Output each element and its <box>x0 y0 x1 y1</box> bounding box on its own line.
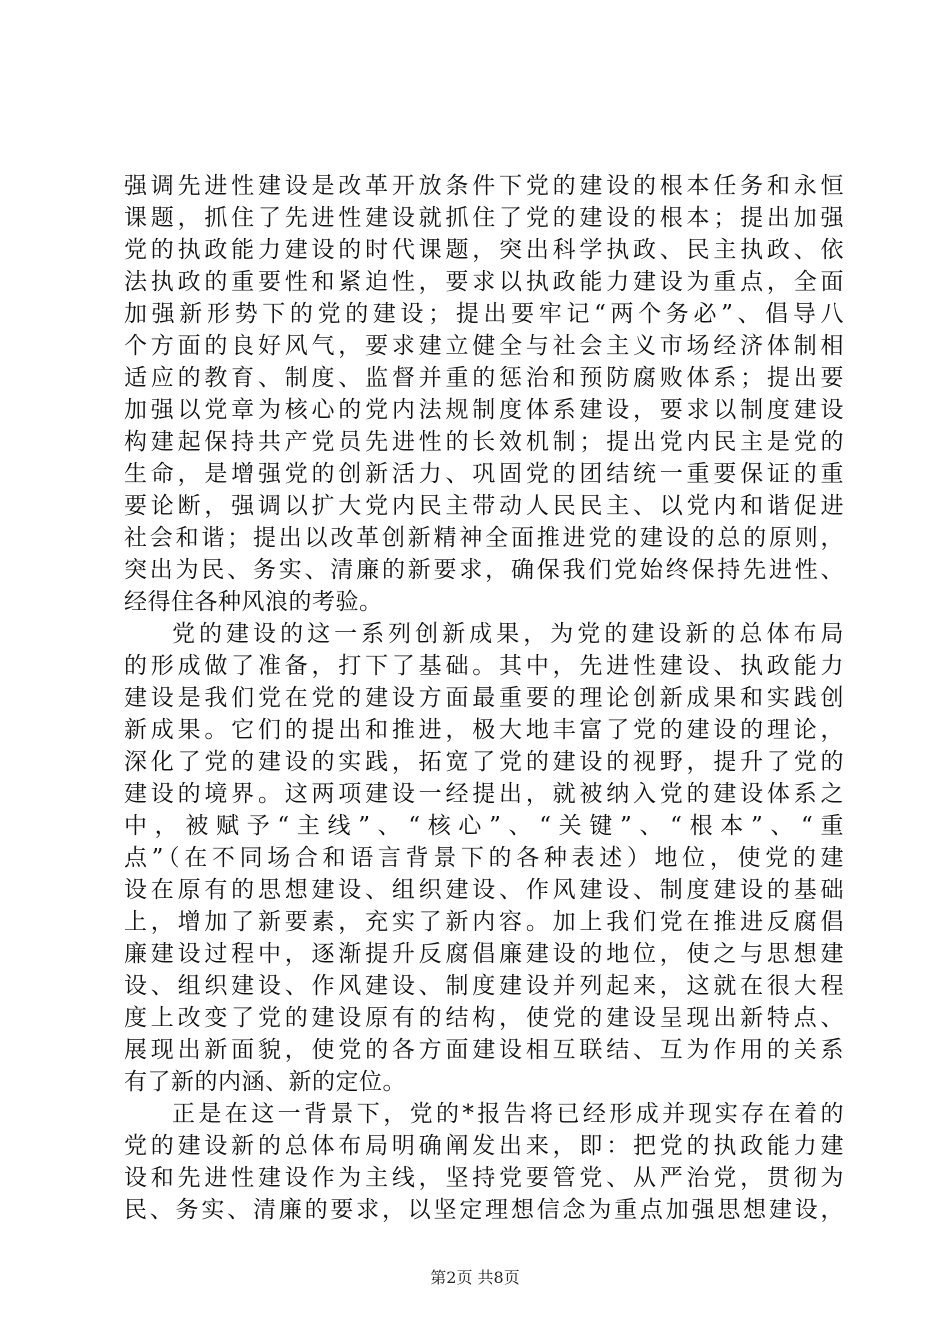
text-line: 廉建设过程中，逐渐提升反腐倡廉建设的地位，使之与思想建 <box>124 941 844 967</box>
paragraph-3 <box>124 1098 844 1226</box>
text-line: 个方面的良好风气，要求建立健全与社会主义市场经济体制相 <box>124 333 844 359</box>
text-line: 要论断，强调以扩大党内民主带动人民民主、以党内和谐促进 <box>124 493 844 519</box>
text-line: 民、务实、清廉的要求，以坚定理想信念为重点加强思想建设， <box>124 1197 844 1223</box>
paragraph-2 <box>124 618 844 1098</box>
text-line: 突出为民、务实、清廉的新要求，确保我们党始终保持先进性、 <box>124 557 844 583</box>
text-line: 上，增加了新要素，充实了新内容。加上我们党在推进反腐倡 <box>124 909 844 935</box>
text-line: 党的建设的这一系列创新成果，为党的建设新的总体布局 <box>172 621 844 647</box>
text-line: 加强新形势下的党的建设；提出要牢记“两个务必”、倡导八 <box>124 301 844 327</box>
paragraph-1 <box>124 170 844 618</box>
text-line: 党的执政能力建设的时代课题，突出科学执政、民主执政、依 <box>124 237 844 263</box>
text-line: 适应的教育、制度、监督并重的惩治和预防腐败体系；提出要 <box>124 365 844 391</box>
text-line: 强调先进性建设是改革开放条件下党的建设的根本任务和永恒 <box>124 173 844 199</box>
text-line: 建设是我们党在党的建设方面最重要的理论创新成果和实践创 <box>124 685 844 711</box>
body-text <box>124 170 844 1226</box>
page-number-footer: 第2页 共8页 <box>430 1268 520 1287</box>
text-line: 设在原有的思想建设、组织建设、作风建设、制度建设的基础 <box>124 877 844 903</box>
text-line: 生命，是增强党的创新活力、巩固党的团结统一重要保证的重 <box>124 461 844 487</box>
text-line: 深化了党的建设的实践，拓宽了党的建设的视野，提升了党的 <box>124 749 844 775</box>
text-line: 法执政的重要性和紧迫性，要求以执政能力建设为重点，全面 <box>124 269 844 295</box>
text-line: 设和先进性建设作为主线，坚持党要管党、从严治党，贯彻为 <box>124 1165 844 1191</box>
text-line: 展现出新面貌，使党的各方面建设相互联结、互为作用的关系 <box>124 1037 844 1063</box>
text-line: 课题，抓住了先进性建设就抓住了党的建设的根本；提出加强 <box>124 205 844 231</box>
text-line: 社会和谐；提出以改革创新精神全面推进党的建设的总的原则， <box>124 525 844 551</box>
text-line: 建设的境界。这两项建设一经提出，就被纳入党的建设体系之 <box>124 781 844 807</box>
text-line: 的形成做了准备，打下了基础。其中，先进性建设、执政能力 <box>124 653 844 679</box>
text-line: 构建起保持共产党员先进性的长效机制；提出党内民主是党的 <box>124 429 844 455</box>
text-line: 经得住各种风浪的考验。 <box>124 589 383 615</box>
text-line: 度上改变了党的建设原有的结构，使党的建设呈现出新特点、 <box>124 1005 844 1031</box>
text-line: 党的建设新的总体布局明确阐发出来，即：把党的执政能力建 <box>124 1133 844 1159</box>
text-line: 中，被赋予“主线”、“核心”、“关键”、“根本”、“重 <box>124 813 844 839</box>
text-line: 设、组织建设、作风建设、制度建设并列起来，这就在很大程 <box>124 973 844 999</box>
text-line: 新成果。它们的提出和推进，极大地丰富了党的建设的理论， <box>124 717 844 743</box>
text-line: 加强以党章为核心的党内法规制度体系建设，要求以制度建设 <box>124 397 844 423</box>
text-line: 点”（在不同场合和语言背景下的各种表述）地位，使党的建 <box>124 845 844 871</box>
text-line: 有了新的内涵、新的定位。 <box>124 1069 406 1095</box>
text-line: 正是在这一背景下，党的*报告将已经形成并现实存在着的 <box>172 1101 844 1127</box>
